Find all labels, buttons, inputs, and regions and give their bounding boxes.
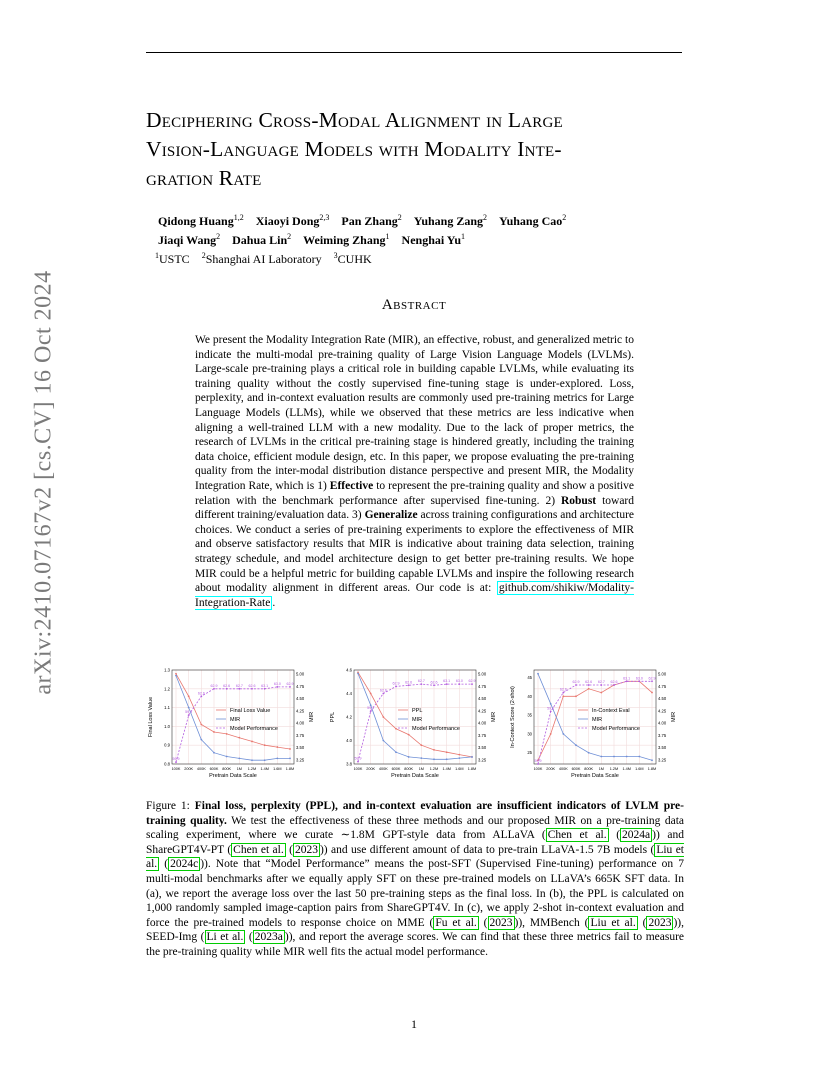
y-tick-label: 45 (527, 675, 532, 681)
affil-sup: 1 (155, 251, 159, 260)
abstract-bold: Robust (560, 494, 597, 507)
x-tick-label: 1M (418, 767, 424, 771)
citation-link[interactable]: Liu et al. (590, 916, 636, 929)
abstract-heading: Abstract (381, 297, 447, 313)
y2-tick-label: 5.00 (296, 671, 305, 677)
data-point (289, 748, 291, 750)
caption-label: Figure 1: (146, 800, 190, 812)
y-tick-label: 1.2 (164, 686, 170, 692)
x-tick-label: 100K (171, 767, 181, 771)
data-point (537, 673, 539, 675)
code-link[interactable]: github.com/shikiw/Modality-Integration-Rate (195, 582, 635, 609)
y2-tick-label: 3.75 (658, 732, 667, 738)
caption-text: )) and ShareGPT4V-PT ( (146, 829, 685, 856)
y2-tick-label: 3.25 (478, 757, 487, 763)
data-label: 62.6 (379, 688, 387, 693)
legend-label: In-Context Eval (592, 707, 630, 714)
citation-link[interactable]: 2023 (294, 843, 318, 856)
caption-text: ( (285, 843, 293, 856)
author-sup: 1 (385, 232, 390, 241)
y-tick-label: 4.2 (346, 714, 352, 720)
data-label: 63.1 (261, 683, 269, 688)
caption-text: We test the effectiveness of these three methods and our proposed MIR on a pre-training data scaling experiment, where we curate ∼1.8M GPT-style data from ALLaVA ( (146, 814, 685, 842)
x-tick-label: 1.8M (285, 767, 295, 771)
y-tick-label: 1.1 (164, 705, 170, 711)
y2-tick-label: 4.50 (478, 696, 487, 702)
abstract-text: toward different training/evaluation data. 3) (195, 494, 635, 522)
abstract-text: . (272, 596, 276, 609)
citation-link[interactable]: 2024c (170, 858, 199, 871)
legend-label: Model Performance (230, 725, 278, 732)
x-tick-label: 800K (584, 767, 594, 771)
affiliation: Shanghai AI Laboratory (205, 252, 322, 266)
data-point (420, 744, 422, 746)
legend-label: MIR (592, 716, 603, 723)
data-point (562, 692, 564, 694)
data-label: 62.7 (597, 680, 605, 685)
abstract-text: to represent the pre-training quality and show a positive relation with the benchmark performance after supervised fine-tuning. 2) (195, 479, 635, 507)
series-line (358, 672, 472, 757)
data-point (251, 741, 253, 743)
data-point (370, 693, 372, 695)
y2-axis-label: MIR (671, 711, 677, 723)
caption-text: )), MMBench ( (514, 916, 589, 929)
data-point (433, 749, 435, 751)
data-point (408, 734, 410, 736)
data-point (651, 680, 653, 682)
legend-label: Final Loss Value (230, 707, 271, 714)
data-point (458, 757, 460, 759)
data-label: 62.9 (210, 683, 218, 688)
data-point (395, 728, 397, 730)
data-label: 62.9 (572, 680, 580, 685)
y-axis-label: In-Context Score (2-shot) (510, 686, 516, 748)
data-point (550, 703, 552, 705)
author-name: Jiaqi Wang (158, 233, 217, 247)
caption-text: ( (245, 931, 253, 944)
top-rule (146, 52, 682, 53)
caption-text: )), SEED-Img ( (146, 916, 684, 944)
data-point (588, 688, 590, 690)
y2-tick-label: 3.50 (296, 745, 305, 751)
y2-tick-label: 4.75 (296, 683, 305, 689)
data-point (562, 695, 564, 697)
x-tick-label: 600K (571, 767, 581, 771)
data-point (433, 758, 435, 760)
author-name: Yuhang Zang (413, 214, 484, 228)
data-point (588, 752, 590, 754)
author-name: Weiming Zhang (303, 233, 386, 247)
x-tick-label: 600K (209, 767, 219, 771)
data-point (238, 757, 240, 759)
data-point (200, 739, 202, 741)
citation-link[interactable]: Fu et al. (435, 916, 477, 929)
data-point (600, 684, 602, 686)
y2-tick-label: 3.75 (296, 732, 305, 738)
figure-caption (146, 799, 684, 960)
citation-link[interactable]: Chen et al. (547, 829, 607, 842)
legend-label: MIR (230, 716, 241, 723)
y-tick-label: 30 (527, 731, 532, 737)
data-label: 62.9 (286, 681, 294, 686)
data-label: 63.0 (455, 679, 463, 684)
data-label: 59.9 (534, 759, 542, 763)
x-tick-label: 1.8M (647, 767, 657, 771)
data-label: 62.6 (430, 680, 438, 685)
y2-tick-label: 4.25 (658, 708, 667, 714)
data-point (626, 680, 628, 682)
y-tick-label: 4.6 (346, 667, 352, 673)
citation-link[interactable]: Chen et al. (233, 843, 284, 856)
data-point (226, 756, 228, 758)
y2-tick-label: 4.00 (478, 720, 487, 726)
data-point (638, 680, 640, 682)
affiliation: USTC (159, 252, 190, 266)
citation-link[interactable]: 2024a (622, 829, 651, 842)
x-tick-label: 1.2M (429, 767, 439, 771)
y2-tick-label: 4.50 (658, 696, 667, 702)
data-point (446, 751, 448, 753)
data-point (446, 758, 448, 760)
x-tick-label: 1.6M (635, 767, 644, 771)
data-point (188, 707, 190, 709)
data-point (200, 695, 202, 697)
data-label: 59.1 (547, 706, 555, 711)
series-line (176, 687, 290, 762)
data-label: 59.1 (367, 706, 375, 711)
affiliations (155, 248, 688, 267)
data-label: 59.9 (172, 757, 180, 762)
chart-ppl (328, 664, 498, 784)
affil-sup: 2 (201, 251, 206, 260)
y2-tick-label: 4.75 (478, 683, 487, 689)
y2-tick-label: 5.00 (478, 671, 487, 677)
data-label: 62.6 (405, 680, 413, 685)
data-point (600, 692, 602, 694)
data-point (395, 751, 397, 753)
data-point (562, 733, 564, 735)
data-point (638, 756, 640, 758)
y2-tick-label: 4.00 (658, 720, 667, 726)
x-tick-label: 1.8M (467, 767, 477, 771)
page-number: 1 (411, 1017, 417, 1031)
x-tick-label: 200K (366, 767, 376, 771)
author-sup: 1,2 (233, 213, 244, 222)
data-point (408, 684, 410, 686)
y-axis-label: PPL (330, 711, 336, 723)
arxiv-stamp: arXiv:2410.07167v2 [cs.CV] 16 Oct 2024 (30, 269, 57, 695)
data-point (289, 686, 291, 688)
citation-link[interactable]: 2023 (489, 916, 513, 929)
data-point (420, 757, 422, 759)
x-tick-label: 400K (378, 767, 388, 771)
data-point (382, 693, 384, 695)
data-point (213, 731, 215, 733)
data-point (471, 756, 473, 758)
x-tick-label: 1.4M (260, 767, 269, 771)
citation-link[interactable]: Liu et al. (146, 843, 684, 871)
data-point (471, 683, 473, 685)
caption-text: ( (478, 916, 488, 929)
y2-tick-label: 4.00 (296, 720, 305, 726)
data-point (395, 686, 397, 688)
data-label: 63.0 (635, 676, 643, 681)
data-label: 62.9 (648, 676, 656, 681)
data-point (613, 756, 615, 758)
data-point (433, 684, 435, 686)
data-point (264, 744, 266, 746)
x-tick-label: 400K (196, 767, 206, 771)
data-point (408, 756, 410, 758)
y2-tick-label: 3.75 (478, 732, 487, 738)
author-name: Nenghai Yu (401, 233, 461, 247)
data-point (626, 756, 628, 758)
author-sup: 2 (287, 232, 292, 241)
data-point (276, 746, 278, 748)
data-label: 62.6 (585, 680, 593, 685)
caption-bold: Final loss, perplexity (PPL), and in-context evaluation are insufficient indicators of LVLM pre-training quality. (146, 800, 684, 827)
data-point (382, 740, 384, 742)
y-tick-label: 1.3 (164, 667, 170, 673)
title-line: Deciphering Cross-Modal Alignment in Large (146, 108, 563, 132)
x-tick-label: 200K (546, 767, 556, 771)
abstract-bold: Generalize (364, 509, 418, 522)
x-tick-label: 1M (236, 767, 242, 771)
data-point (600, 756, 602, 758)
x-tick-label: 1.2M (609, 767, 619, 771)
data-point (357, 761, 359, 763)
y-tick-label: 0.9 (164, 742, 170, 748)
x-tick-label: 1.6M (273, 767, 282, 771)
x-axis-label: Pretrain Data Scale (571, 773, 619, 779)
caption-text: ( (637, 916, 647, 929)
x-tick-label: 1.4M (622, 767, 631, 771)
data-label: 62.9 (392, 681, 400, 686)
data-point (651, 692, 653, 694)
x-tick-label: 800K (404, 767, 414, 771)
abstract-text: We present the Modality Integration Rate (MIR), an effective, robust, and generalized metric to indicate the multi-modal pre-training quality of Large Vision Language Models (LVLMs). Large-scale pre-training plays a critical role in building capable LVLMs, while evaluating its training quality without the costly supervised fine-tuning stage is under-explored. Loss, perplexity, and in-context evaluation results are commonly used pre-training metrics for Large Language Models (LLMs), while we observed that these metrics are less indicative when aligning a well-trained LLM with a new modality. Due to the lack of proper metrics, the research of LVLMs in the critical pre-training stage is hindered greatly, including the training data choice, efficient module design, etc. In this paper, we propose evaluating the pre-training quality from the inter-modal distribution distance perspective and present MIR, the Modality Integration Rate, which is 1) (195, 334, 634, 492)
data-point (446, 683, 448, 685)
data-point (264, 688, 266, 690)
x-tick-label: 1.6M (455, 767, 464, 771)
y-axis-label: Final Loss Value (148, 696, 154, 738)
data-point (575, 684, 577, 686)
affil-sup: 3 (333, 251, 338, 260)
data-point (276, 757, 278, 759)
legend-label: MIR (412, 716, 423, 723)
x-tick-label: 100K (353, 767, 363, 771)
data-label: 63.0 (273, 681, 281, 686)
y-tick-label: 4.0 (346, 738, 352, 743)
caption-text: ( (159, 858, 169, 871)
x-axis-label: Pretrain Data Scale (209, 773, 257, 779)
data-label: 62.6 (197, 691, 205, 696)
y2-tick-label: 4.25 (478, 708, 487, 714)
author-sup: 2 (397, 213, 402, 222)
data-point (537, 763, 539, 765)
author-name: Yuhang Cao (499, 214, 563, 228)
data-point (251, 688, 253, 690)
authors-row-1 (158, 210, 688, 229)
data-point (188, 695, 190, 697)
y2-tick-label: 3.50 (658, 745, 667, 751)
author-name: Dahua Lin (232, 233, 288, 247)
data-point (357, 673, 359, 675)
y2-axis-label: MIR (309, 711, 315, 723)
citation-link[interactable]: 2023 (648, 916, 672, 929)
abstract-bold: Effective (329, 479, 374, 492)
data-point (550, 733, 552, 735)
data-label: 63.1 (623, 676, 631, 681)
authors-row-2 (158, 229, 688, 248)
caption-text: )), and report the average scores. We can find that these three metrics fail to measure the pre-training quality while MIR well fits the actual model performance. (146, 931, 685, 958)
data-point (458, 754, 460, 756)
y2-tick-label: 3.25 (658, 757, 667, 763)
legend-label: Model Performance (592, 725, 640, 732)
chart-final-loss (146, 664, 316, 784)
data-point (289, 757, 291, 759)
legend-label: PPL (412, 707, 423, 714)
abstract-text: across training configurations and architecture choices. We conduct a series of pre-training experiments to explore the effectiveness of MIR and observe satisfactory results that MIR is indicative about training data selection, training strategy schedule, and model architecture design to get better pre-training results. We hope MIR could be a helpful metric for building capable LVLMs and inspire the following research about modality alignment in different areas. Our code is at: (195, 509, 635, 595)
y2-tick-label: 3.50 (478, 745, 487, 751)
data-label: 62.7 (417, 679, 425, 684)
title-line: Vision-Language Models with Modality Inte- (146, 137, 562, 161)
data-point (238, 688, 240, 690)
data-point (264, 759, 266, 761)
data-label: 62.6 (223, 683, 231, 688)
chart-in-context (508, 664, 678, 784)
y2-tick-label: 5.00 (658, 671, 667, 677)
y-tick-label: 0.8 (164, 761, 170, 767)
data-point (188, 714, 190, 716)
author-sup: 2,3 (319, 213, 330, 222)
author-name: Xiaoyi Dong (255, 214, 320, 228)
x-axis-label: Pretrain Data Scale (391, 773, 439, 779)
data-point (370, 710, 372, 712)
data-point (175, 761, 177, 763)
data-label: 62.6 (248, 683, 256, 688)
data-point (251, 759, 253, 761)
data-point (175, 675, 177, 677)
x-tick-label: 1.4M (442, 767, 451, 771)
title-line: gration Rate (146, 166, 262, 190)
data-point (458, 683, 460, 685)
data-point (213, 752, 215, 754)
y2-tick-label: 4.25 (296, 708, 305, 714)
data-point (382, 716, 384, 718)
data-point (420, 683, 422, 685)
data-point (575, 744, 577, 746)
x-tick-label: 800K (222, 767, 232, 771)
data-label: 62.9 (468, 679, 476, 684)
x-tick-label: 1.2M (247, 767, 257, 771)
x-tick-label: 400K (558, 767, 568, 771)
author-sup: 2 (216, 232, 221, 241)
data-point (226, 688, 228, 690)
paper-title (146, 106, 686, 193)
x-tick-label: 1M (598, 767, 604, 771)
author-sup: 1 (461, 232, 465, 241)
data-point (200, 724, 202, 726)
data-point (588, 684, 590, 686)
data-point (175, 673, 177, 675)
y-tick-label: 4.4 (346, 691, 352, 696)
caption-text: )) and use different amount of data to pre-train LLaVA-1.5 7B models ( (319, 843, 655, 856)
citation-link[interactable]: Li et al. (206, 931, 244, 944)
author-name: Qidong Huang (158, 214, 234, 228)
affiliation: CUHK (337, 252, 372, 266)
y-tick-label: 25 (527, 750, 532, 756)
author-sup: 2 (562, 213, 567, 222)
data-label: 62.6 (610, 680, 618, 685)
data-point (613, 684, 615, 686)
legend-label: Model Performance (412, 725, 460, 732)
x-tick-label: 600K (391, 767, 401, 771)
data-point (238, 737, 240, 739)
y2-tick-label: 4.50 (296, 696, 305, 702)
data-label: 62.7 (235, 683, 243, 688)
y-tick-label: 3.8 (346, 761, 352, 767)
data-label: 63.1 (443, 679, 451, 684)
data-point (276, 686, 278, 688)
y2-tick-label: 3.25 (296, 757, 305, 763)
citation-link[interactable]: 2023a (254, 931, 283, 944)
data-label: 59.9 (354, 756, 362, 761)
data-point (651, 759, 653, 761)
data-label: 62.6 (559, 687, 567, 692)
data-label: 59.1 (185, 710, 193, 715)
x-tick-label: 200K (184, 767, 194, 771)
y2-tick-label: 4.75 (658, 683, 667, 689)
abstract-body (195, 333, 634, 610)
authors-block (155, 210, 688, 267)
data-point (213, 688, 215, 690)
y-tick-label: 35 (527, 712, 532, 718)
y-tick-label: 40 (527, 693, 532, 699)
series-line (358, 684, 472, 762)
x-tick-label: 100K (533, 767, 543, 771)
author-sup: 2 (483, 213, 488, 222)
caption-text: ( (608, 829, 621, 842)
caption-text: )). Note that “Model Performance” means the post-SFT (Supervised Fine-tuning) performance on 7 multi-modal benchmarks after we equally apply SFT on these pre-trained models on LLaVA’s 665K SFT data. In (a), we report the average loss over the last 50 pre-training steps as the final loss. In (b), the PPL is calculated on 1,000 randomly sampled image-caption pairs from ShareGPT4V. In (c), we apply 2-shot in-context evaluation and force the pre-trained models to response choice on MME ( (146, 858, 684, 929)
data-point (550, 710, 552, 712)
y2-axis-label: MIR (491, 711, 497, 723)
data-point (226, 733, 228, 735)
y-tick-label: 1.0 (164, 723, 170, 729)
author-name: Pan Zhang (341, 214, 398, 228)
data-point (575, 695, 577, 697)
